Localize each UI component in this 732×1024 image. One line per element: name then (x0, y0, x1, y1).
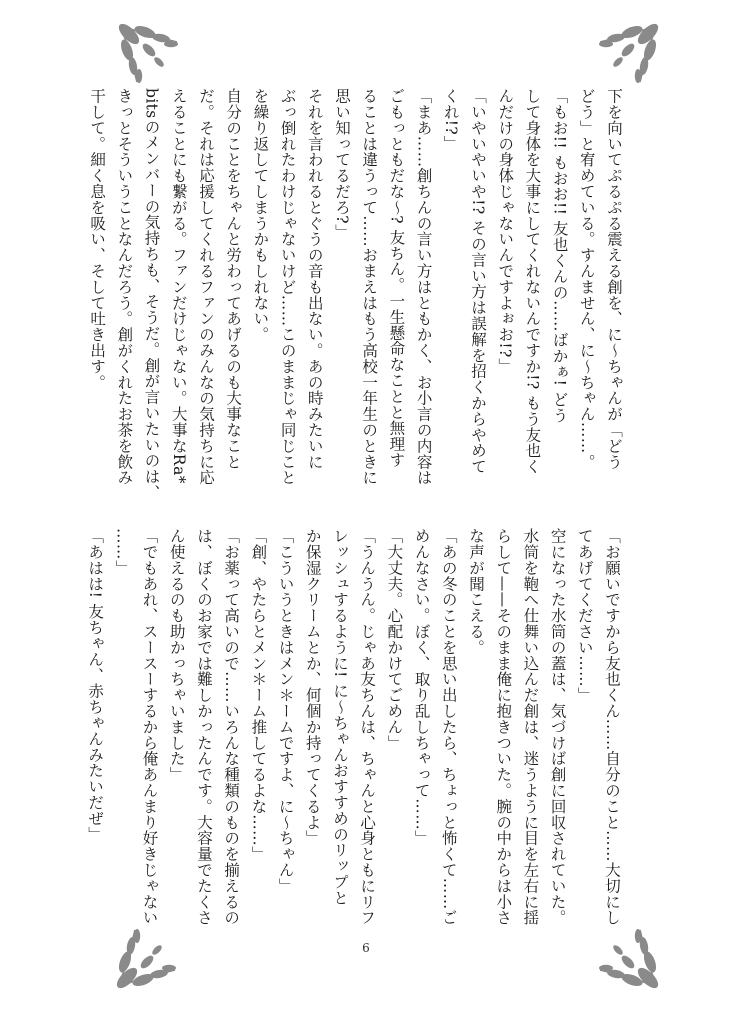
text-line: 自分のことをちゃんと労わってあげるのも大事なこと (224, 88, 243, 470)
text-line: 「まあ……創ちんの言い方はともかく、お小言の内容は (414, 88, 433, 486)
text-line: 「お薬って高いので……いろんな種類のものを揃えるの (222, 528, 241, 926)
text-line: だ。それは応援してくれるファンのみんなの気持ちに応 (196, 88, 215, 486)
text-line: を繰り返してしまうかもしれない。 (251, 88, 270, 343)
text-line: して身体を大事にしてくれないんですか!? もう友也く (523, 88, 542, 475)
ornament-leaf (599, 41, 613, 47)
ornament-leaf (164, 41, 178, 47)
text-line: bitsのメンバーの気持ちも、そうだ。創が言いたいのは、 (142, 88, 161, 501)
leaf-ornament-top-right-icon (590, 20, 662, 92)
page-number: 6 (362, 941, 370, 955)
text-line: 「いやいやいや!? その言い方は誤解を招くからやめて (468, 88, 487, 475)
leaf-ornament-bottom-left-icon (113, 920, 185, 992)
ornament-leaf (635, 69, 641, 83)
text-line: 「うんうん。じゃあ友ちんは、ちゃんと心身ともにリフ (358, 528, 377, 926)
lower-text-column (86, 528, 625, 926)
ornament-leaf (620, 42, 637, 59)
text-line: は、ぼくのお家では難しかったんです。大容量でたくさ (194, 528, 213, 926)
ornament-leaf (153, 56, 166, 69)
text-line: んだけの身体じゃないんですよぉお!?」 (496, 88, 515, 374)
ornament-leaf (612, 944, 625, 957)
text-line: 「あはは! 友ちゃん、赤ちゃんみたいだぜ」 (86, 528, 105, 843)
text-line: な声が聞こえる。 (466, 528, 485, 656)
text-line: ることは違うって……おまえはもう高校一年生のときに (360, 88, 379, 486)
text-line: 「創、やたらとメン＊ーム推してるよな……」 (249, 528, 268, 862)
leaf-ornament-top-left-icon (115, 20, 187, 92)
text-line: 下を向いてぷるぷる震える創を、に〜ちゃんが「どう (605, 88, 623, 470)
text-line: 「あの冬のことを思い出したら、ちょっと怖くて……ご (439, 528, 458, 926)
ornament-leaf (139, 954, 156, 971)
text-line: ごもっともだな〜? 友ちん。一生懸命なことと無理す (387, 88, 406, 468)
ornament-leaf (151, 944, 164, 957)
text-line: それを言われるとぐうの音も出ない。あの時みたいに (305, 88, 324, 470)
ornament-leaf (612, 56, 625, 69)
text-line: 思い知ってるだろ?」 (332, 88, 351, 240)
ornament-leaf (141, 42, 158, 59)
ornament-leaf (134, 929, 140, 943)
text-line: ……」 (113, 528, 132, 576)
text-line: 水筒を鞄へ仕舞い込んだ創は、迷うように目を左右に揺 (521, 528, 540, 926)
ornament-leaf (635, 929, 641, 943)
text-line: 「でもあれ、スースーするから俺あんまり好きじゃない (140, 528, 159, 926)
text-line: 「大丈夫。心配かけてごめん」 (385, 528, 404, 751)
ornament-leaf (620, 954, 637, 971)
text-line: 空になった水筒の蓋は、気づけば創に回収されていた。 (548, 528, 567, 926)
text-line: きっとそういうことなんだろう。創がくれたお茶を飲み (115, 88, 134, 486)
ornament-leaf (136, 69, 142, 83)
text-line: てあげてください……」 (575, 528, 594, 703)
text-line: 「もお!! もおお!! 友也くんの……ばかぁ! どう (550, 88, 569, 424)
text-line: くれ!?」 (441, 88, 460, 152)
ornament-leaf (599, 965, 613, 971)
text-line: か保湿クリームとか、何個か持ってくるよ」 (303, 528, 322, 846)
text-line: ぶっ倒れたわけじゃないけど……このままじゃ同じこと (278, 88, 297, 486)
text-line: 「こういうときはメン＊ームですよ、に〜ちゃん」 (276, 528, 295, 894)
text-line: 「お願いですから友也くん……自分のこと……大切にし (603, 528, 621, 926)
text-line: レッシュするように! に〜ちゃんおすすめのリップと (330, 528, 349, 906)
text-line: ん使えるのも助かっちゃいました」 (167, 528, 186, 783)
text-line: どう」と宥めている。すんません、に〜ちゃん……。 (577, 88, 596, 470)
leaf-ornament-bottom-right-icon (590, 920, 662, 992)
text-line: えることにも繋がる。ファンだけじゃない。大事なRa* (169, 88, 188, 484)
ornament-leaf (162, 965, 176, 971)
upper-text-column (88, 88, 627, 501)
text-line: らして——そのまま俺に抱きついた。腕の中からは小さ (494, 528, 513, 926)
text-line: 干して。細く息を吸い、そして吐き出す。 (88, 88, 107, 391)
text-line: めんなさい。ぼく、取り乱しちゃって……」 (412, 528, 431, 846)
